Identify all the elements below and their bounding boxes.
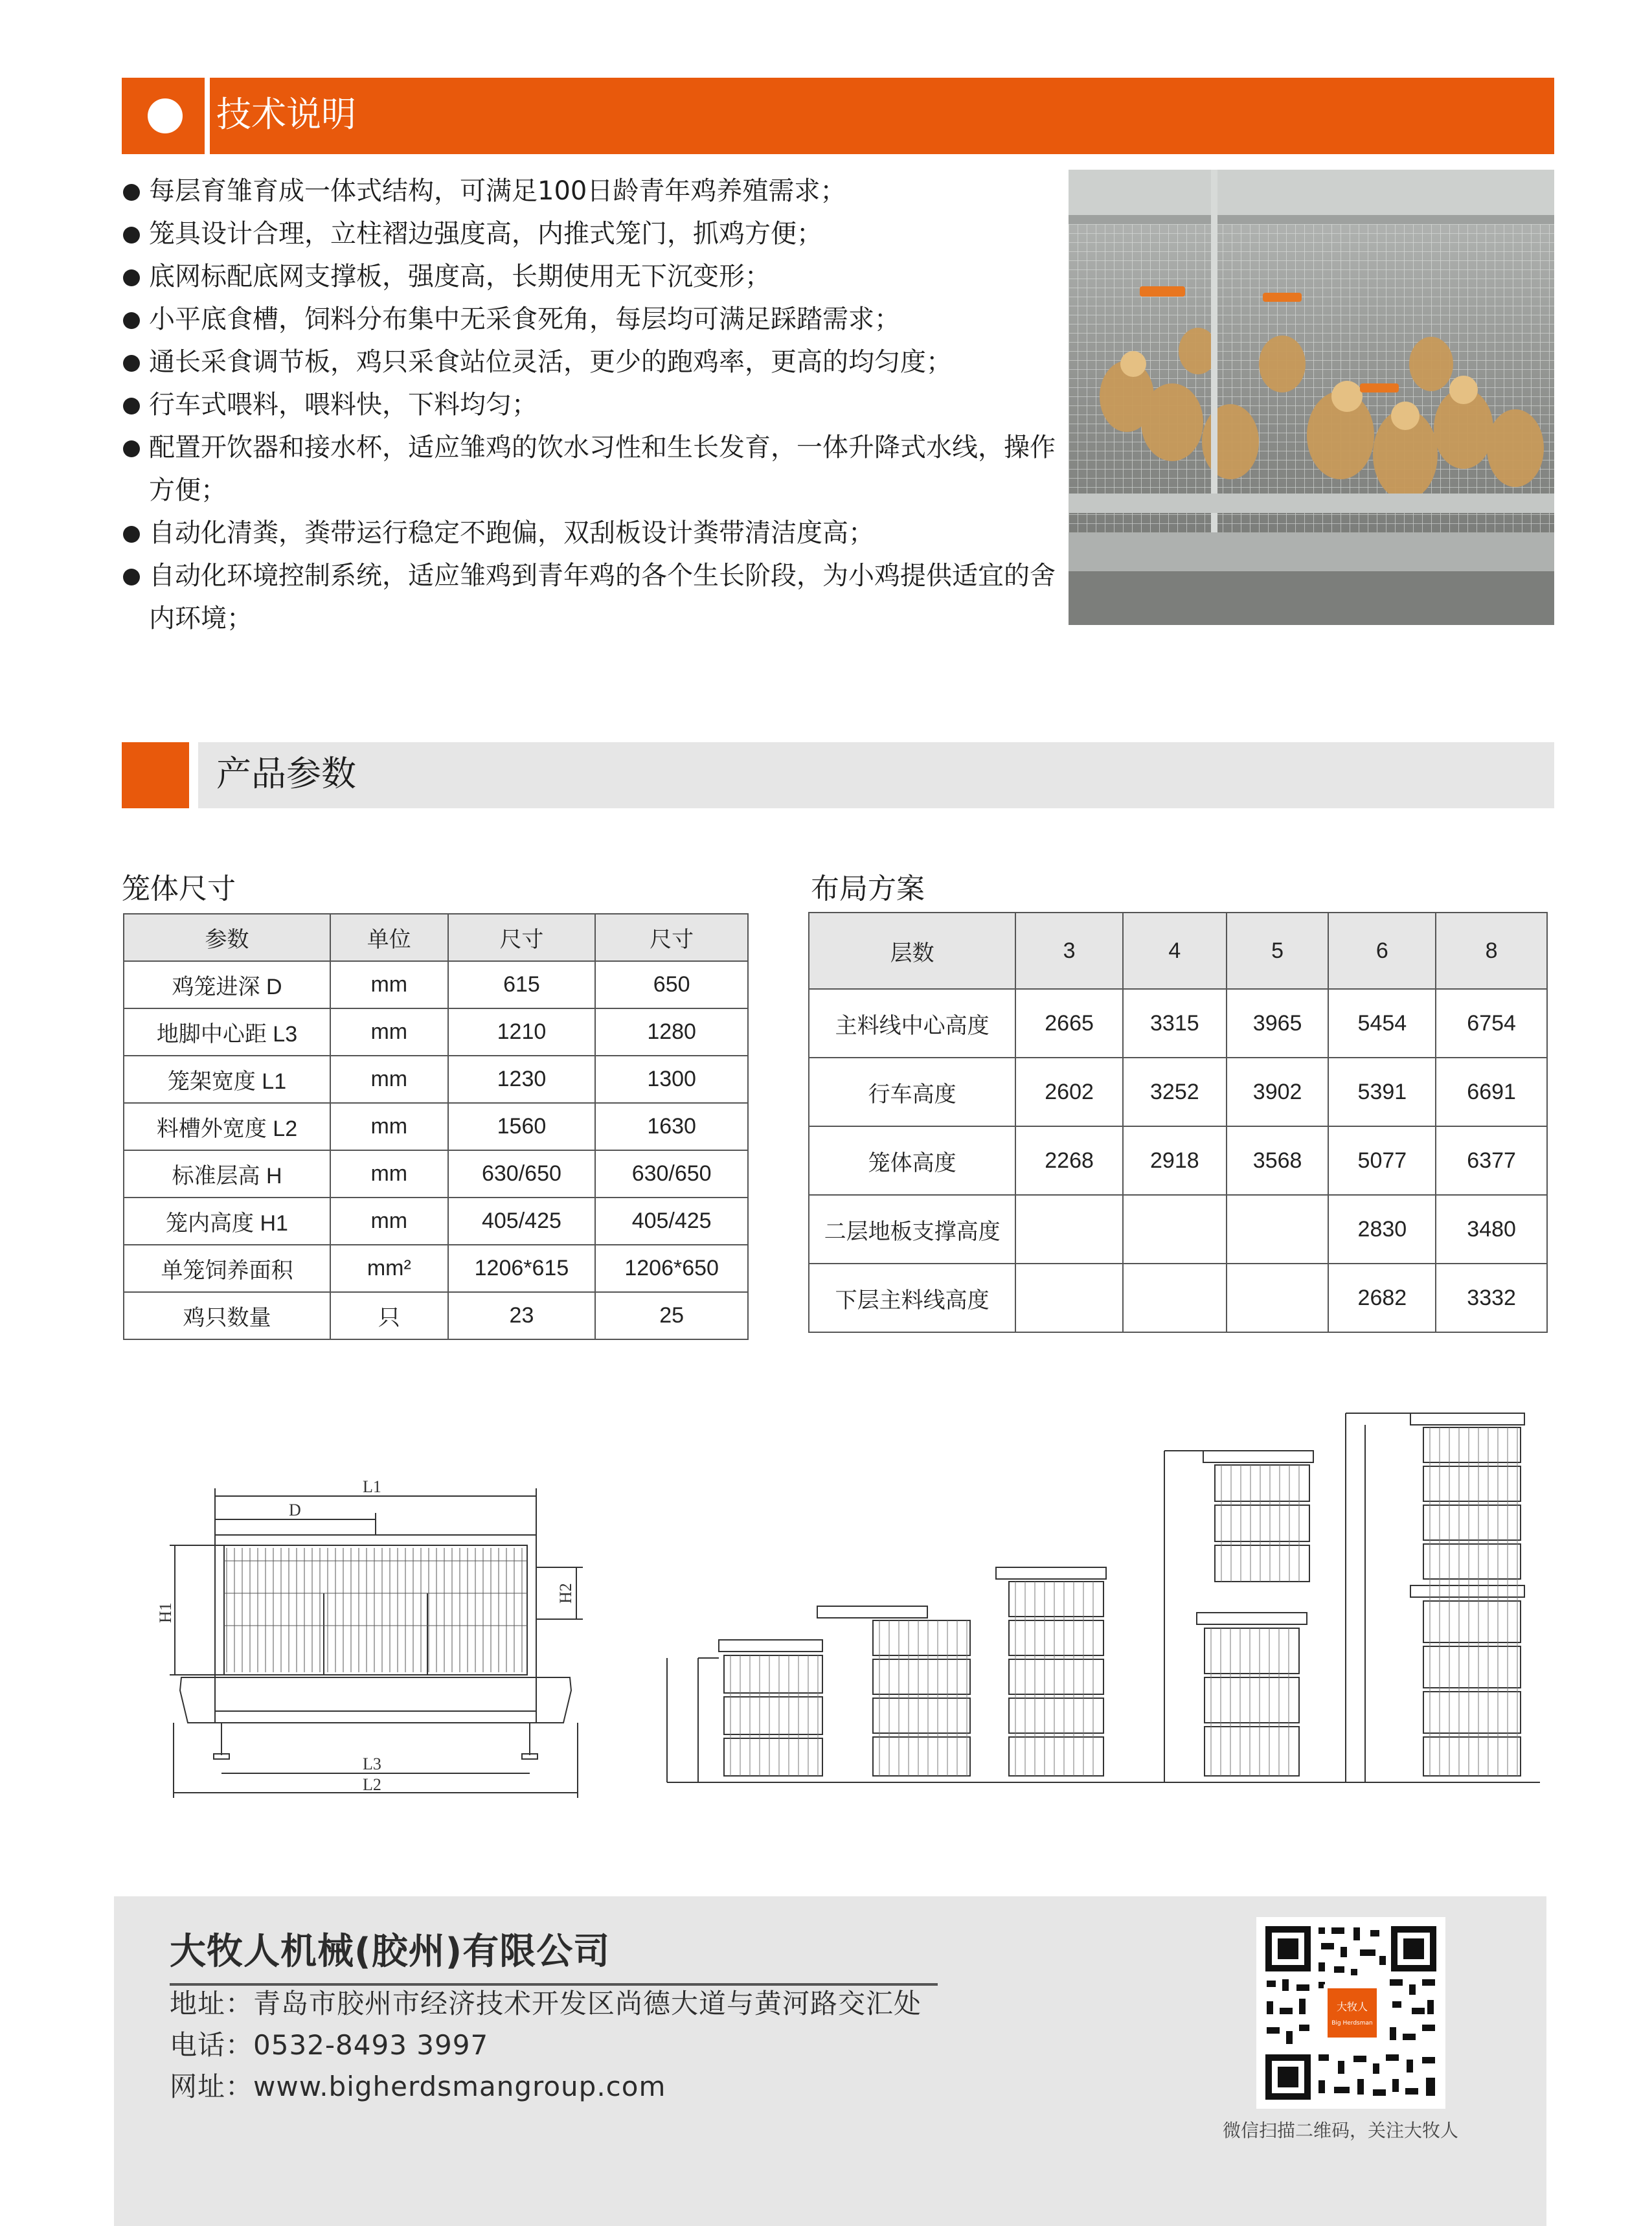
cell: 1300 (595, 1056, 748, 1103)
cell: 5454 (1328, 989, 1436, 1058)
table-row (124, 1292, 748, 1339)
feature-item: 每层育雏育成一体式结构，可满足100日龄青年鸡养殖需求； (122, 170, 1061, 212)
dim-label-l2: L2 (363, 1775, 381, 1794)
layout-table-title: 布局方案 (811, 872, 925, 905)
qr-logo-text: 大牧人 (1336, 2001, 1368, 2013)
cell: 6377 (1436, 1126, 1547, 1195)
feature-item: 笼具设计合理，立柱褶边强度高，内推式笼门，抓鸡方便； (122, 212, 1061, 255)
circle-icon (148, 98, 183, 133)
cell: mm (330, 1056, 448, 1103)
feature-item: 配置开饮器和接水杯，适应雏鸡的饮水习性和生长发育，一体升降式水线，操作方便； (122, 426, 1061, 512)
cell: 1206*615 (448, 1245, 596, 1292)
cell: 下层主料线高度 (809, 1264, 1015, 1332)
feature-item: 通长采食调节板，鸡只采食站位灵活，更少的跑鸡率，更高的均匀度； (122, 341, 1061, 383)
cell: 2830 (1328, 1195, 1436, 1264)
cell: mm (330, 961, 448, 1008)
cell: 2665 (1015, 989, 1123, 1058)
table-row (809, 1195, 1547, 1264)
feature-item: 自动化清粪，粪带运行稳定不跑偏，双刮板设计粪带清洁度高； (122, 512, 1061, 554)
cell: 1280 (595, 1008, 748, 1056)
cage-photo (1069, 170, 1554, 625)
cage-front-drawing (156, 1464, 635, 1800)
cell: 3332 (1436, 1264, 1547, 1332)
header-cell: 4 (1123, 913, 1227, 989)
cell: 3965 (1227, 989, 1329, 1058)
cell: 3315 (1123, 989, 1227, 1058)
section-title-params: 产品参数 (216, 753, 356, 794)
cell (1227, 1195, 1329, 1264)
qr-logo-text-en: Big Herdsman (1331, 2020, 1373, 2027)
dim-label-l3: L3 (363, 1755, 381, 1773)
section-marker (122, 742, 189, 808)
cell: mm (330, 1103, 448, 1150)
header-cell: 单位 (330, 914, 448, 961)
feature-item: 行车式喂料，喂料快，下料均匀； (122, 383, 1061, 426)
company-website[interactable]: 网址：www.bigherdsmangroup.com (170, 2071, 666, 2102)
dim-label-h1: H1 (156, 1602, 175, 1623)
cell: mm (330, 1150, 448, 1198)
cell (1015, 1195, 1123, 1264)
company-phone: 电话：0532-8493 3997 (170, 2029, 489, 2061)
header-cell: 层数 (809, 913, 1015, 989)
cell (1123, 1195, 1227, 1264)
cage-table-title: 笼体尺寸 (122, 872, 236, 905)
cell: 鸡只数量 (124, 1292, 330, 1339)
table-row (124, 1008, 748, 1056)
table-header-row (124, 914, 748, 961)
cell: 标准层高 H (124, 1150, 330, 1198)
header-cell: 尺寸 (448, 914, 596, 961)
cell: 25 (595, 1292, 748, 1339)
qr-code (1256, 1917, 1445, 2109)
cell: 405/425 (595, 1198, 748, 1245)
header-cell: 8 (1436, 913, 1547, 989)
table-row (124, 961, 748, 1008)
cell: 2268 (1015, 1126, 1123, 1195)
dim-label-d: D (289, 1501, 301, 1519)
cell: 笼架宽度 L1 (124, 1056, 330, 1103)
table-row (809, 989, 1547, 1058)
divider (205, 78, 210, 154)
table-row (809, 1126, 1547, 1195)
cell: mm (330, 1198, 448, 1245)
cell: 6754 (1436, 989, 1547, 1058)
cell: 1630 (595, 1103, 748, 1150)
cell (1123, 1264, 1227, 1332)
cell: 笼内高度 H1 (124, 1198, 330, 1245)
dim-label-l1: L1 (363, 1477, 381, 1496)
cell: 2602 (1015, 1058, 1123, 1126)
cell: 单笼饲养面积 (124, 1245, 330, 1292)
table-row (124, 1198, 748, 1245)
cell: 630/650 (595, 1150, 748, 1198)
section-header-tech (122, 78, 1554, 154)
header-cell: 5 (1227, 913, 1329, 989)
header-cell: 3 (1015, 913, 1123, 989)
cell: 3902 (1227, 1058, 1329, 1126)
table-row (124, 1150, 748, 1198)
table-row (124, 1103, 748, 1150)
cell: 3252 (1123, 1058, 1227, 1126)
company-name: 大牧人机械(胶州)有限公司 (170, 1931, 611, 1973)
cell: 3568 (1227, 1126, 1329, 1195)
feature-item: 小平底食槽，饲料分布集中无采食死角，每层均可满足踩踏需求； (122, 298, 1061, 341)
cell: 3480 (1436, 1195, 1547, 1264)
cell: 只 (330, 1292, 448, 1339)
cell: 1230 (448, 1056, 596, 1103)
cell: 1560 (448, 1103, 596, 1150)
table-row (124, 1245, 748, 1292)
cell: 5391 (1328, 1058, 1436, 1126)
header-cell: 参数 (124, 914, 330, 961)
cell: 615 (448, 961, 596, 1008)
cell: 2918 (1123, 1126, 1227, 1195)
section-title-tech: 技术说明 (216, 94, 356, 135)
cell: 笼体高度 (809, 1126, 1015, 1195)
cell: 2682 (1328, 1264, 1436, 1332)
header-cell: 6 (1328, 913, 1436, 989)
cell: 630/650 (448, 1150, 596, 1198)
table-row (809, 1264, 1547, 1332)
company-address: 地址：青岛市胶州市经济技术开发区尚德大道与黄河路交汇处 (170, 1988, 922, 2019)
dim-label-h2: H2 (556, 1583, 575, 1604)
cell: 405/425 (448, 1198, 596, 1245)
cell: 23 (448, 1292, 596, 1339)
layout-plan-table (808, 912, 1548, 1333)
cell: 1206*650 (595, 1245, 748, 1292)
table-row (124, 1056, 748, 1103)
cell: mm (330, 1008, 448, 1056)
layout-side-drawing (659, 1412, 1540, 1794)
header-cell: 尺寸 (595, 914, 748, 961)
feature-list (122, 170, 1061, 640)
cell: mm² (330, 1245, 448, 1292)
table-header-row (809, 913, 1547, 989)
table-row (809, 1058, 1547, 1126)
feature-item: 自动化环境控制系统，适应雏鸡到青年鸡的各个生长阶段，为小鸡提供适宜的舍内环境； (122, 554, 1061, 640)
cell: 5077 (1328, 1126, 1436, 1195)
feature-item: 底网标配底网支撑板，强度高，长期使用无下沉变形； (122, 255, 1061, 298)
cell: 1210 (448, 1008, 596, 1056)
cell: 650 (595, 961, 748, 1008)
cell: 行车高度 (809, 1058, 1015, 1126)
cell (1227, 1264, 1329, 1332)
cell (1015, 1264, 1123, 1332)
cell: 6691 (1436, 1058, 1547, 1126)
cell: 料槽外宽度 L2 (124, 1103, 330, 1150)
cell: 二层地板支撑高度 (809, 1195, 1015, 1264)
cell: 地脚中心距 L3 (124, 1008, 330, 1056)
cell: 鸡笼进深 D (124, 961, 330, 1008)
cage-dimension-table (123, 913, 749, 1340)
cell: 主料线中心高度 (809, 989, 1015, 1058)
qr-caption: 微信扫描二维码，关注大牧人 (1223, 2120, 1459, 2141)
section-header-params (198, 742, 1554, 808)
